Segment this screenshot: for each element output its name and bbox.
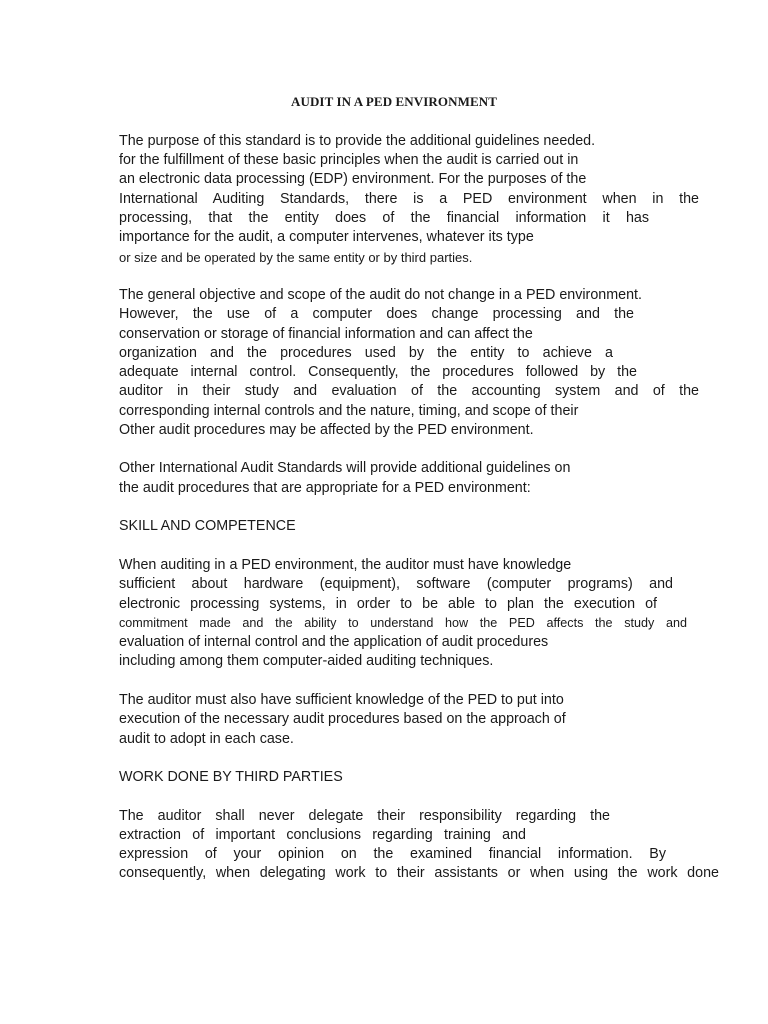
text-line: evaluation of internal control and the application of audit procedures <box>119 634 549 650</box>
text-line: the audit procedures that are appropriate for a PED environment: <box>119 480 531 496</box>
text-line: importance for the audit, a computer intervenes, whatever its type <box>119 229 534 245</box>
text-line: processing, that the entity does of the financial information it has <box>119 210 649 226</box>
text-line: electronic processing systems, in order to be able to plan the execution of <box>119 596 657 612</box>
text-line: Other audit procedures may be affected by the PED environment. <box>119 422 534 438</box>
text-line: including among them computer-aided auditing techniques. <box>119 653 494 669</box>
text-line: or size and be operated by the same entity or by third parties. <box>119 250 473 265</box>
text-line: for the fulfillment of these basic principles when the audit is carried out in <box>119 152 579 168</box>
text-line: When auditing in a PED environment, the auditor must have knowledge <box>119 557 572 573</box>
text-line: The purpose of this standard is to provide the additional guidelines needed. <box>119 133 596 149</box>
text-line: execution of the necessary audit procedures based on the approach of <box>119 711 566 727</box>
section-heading: WORK DONE BY THIRD PARTIES <box>119 769 343 785</box>
text-line: sufficient about hardware (equipment), software (computer programs) and <box>119 576 673 592</box>
text-line: audit to adopt in each case. <box>119 731 294 747</box>
text-line: organization and the procedures used by the entity to achieve a <box>119 345 613 361</box>
text-line: adequate internal control. Consequently, the procedures followed by the <box>119 364 637 380</box>
text-line: expression of your opinion on the examined financial information. By <box>119 846 666 862</box>
text-line: extraction of important conclusions regarding training and <box>119 827 526 843</box>
section-heading: SKILL AND COMPETENCE <box>119 518 296 534</box>
text-line: auditor in their study and evaluation of the accounting system and of the <box>119 383 699 399</box>
text-line: The general objective and scope of the audit do not change in a PED environment. <box>119 287 642 303</box>
text-line: International Auditing Standards, there is a PED environment when in the <box>119 191 699 207</box>
text-line: The auditor must also have sufficient knowledge of the PED to put into <box>119 692 564 708</box>
text-line: However, the use of a computer does change processing and the <box>119 306 634 322</box>
text-line: corresponding internal controls and the nature, timing, and scope of their <box>119 403 579 419</box>
text-line: The auditor shall never delegate their responsibility regarding the <box>119 808 610 824</box>
text-line: commitment made and the ability to understand how the PED affects the study and <box>119 616 687 630</box>
document-title: AUDIT IN A PED ENVIRONMENT <box>290 94 498 109</box>
text-line: Other International Audit Standards will provide additional guidelines on <box>119 460 571 476</box>
text-line: an electronic data processing (EDP) environment. For the purposes of the <box>119 171 587 187</box>
text-line: consequently, when delegating work to their assistants or when using the work done <box>119 865 719 881</box>
text-line: conservation or storage of financial information and can affect the <box>119 326 533 342</box>
